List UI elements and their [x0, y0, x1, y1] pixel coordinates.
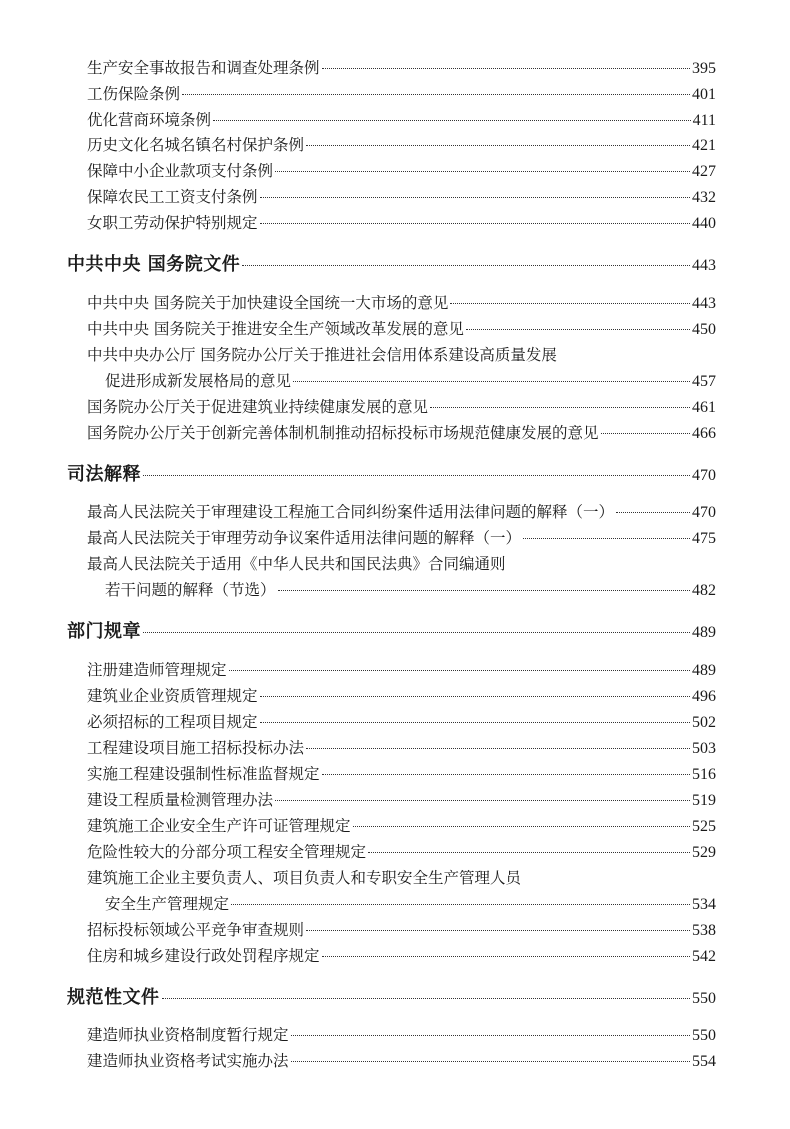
- dot-leader: [260, 223, 690, 224]
- section-heading: [67, 465, 716, 486]
- dot-leader: [291, 1035, 690, 1036]
- dot-leader: [275, 800, 690, 801]
- toc-entry: [87, 187, 716, 208]
- section-heading: [67, 988, 716, 1009]
- page-number: 529: [692, 844, 716, 861]
- entry-title: 最高人民法院关于审理劳动争议案件适用法律问题的解释（一）: [87, 529, 522, 547]
- dot-leader: [616, 512, 690, 513]
- dot-leader: [278, 590, 690, 591]
- entry-title: 住房和城乡建设行政处罚程序规定: [87, 947, 320, 965]
- dot-leader: [213, 120, 691, 121]
- entry-title: 中共中央 国务院关于推进安全生产领域改革发展的意见: [87, 320, 464, 338]
- page-number: 443: [692, 295, 716, 312]
- toc-entry: [105, 371, 716, 392]
- entry-title: 国务院办公厅关于促进建筑业持续健康发展的意见: [87, 398, 429, 416]
- page-number: 482: [692, 582, 716, 599]
- entry-title: 工程建设项目施工招标投标办法: [87, 739, 305, 757]
- page-number: 395: [692, 60, 716, 77]
- toc-entry: [87, 790, 716, 811]
- dot-leader: [260, 722, 690, 723]
- entry-title: 中共中央 国务院关于加快建设全国统一大市场的意见: [87, 294, 449, 312]
- page-number: 550: [692, 990, 716, 1007]
- dot-leader: [162, 998, 691, 999]
- entry-title-line: 最高人民法院关于适用《中华人民共和国民法典》合同编通则: [87, 555, 506, 573]
- toc-entry: [105, 894, 716, 915]
- entry-title: 保障农民工工资支付条例: [87, 188, 258, 206]
- page-number: 466: [692, 425, 716, 442]
- entry-title: 保障中小企业款项支付条例: [87, 162, 274, 180]
- section-title: 部门规章: [67, 621, 141, 642]
- entry-title: 建造师执业资格考试实施办法: [87, 1052, 289, 1070]
- section-heading: [67, 622, 716, 643]
- page-number: 538: [692, 922, 716, 939]
- page-number: 489: [692, 662, 716, 679]
- entry-title-line: 中共中央办公厅 国务院办公厅关于推进社会信用体系建设高质量发展: [87, 346, 557, 364]
- page-number: 470: [692, 504, 716, 521]
- dot-leader: [275, 171, 690, 172]
- page-number: 516: [692, 766, 716, 783]
- page-number: 554: [692, 1053, 716, 1070]
- page-number: 550: [692, 1027, 716, 1044]
- page-number: 450: [692, 321, 716, 338]
- toc-entry: [87, 213, 716, 234]
- toc-entry: [87, 161, 716, 182]
- page-number: 534: [692, 896, 716, 913]
- page-number: 542: [692, 948, 716, 965]
- entry-title: 国务院办公厅关于创新完善体制机制推动招标投标市场规范健康发展的意见: [87, 424, 599, 442]
- dot-leader: [231, 904, 690, 905]
- toc-entry: [105, 580, 716, 601]
- toc-entry: [87, 686, 716, 707]
- entry-title: 生产安全事故报告和调查处理条例: [87, 59, 320, 77]
- dot-leader: [143, 632, 690, 633]
- toc-entry: [87, 135, 716, 156]
- entry-title: 实施工程建设强制性标准监督规定: [87, 765, 320, 783]
- dot-leader: [322, 956, 690, 957]
- page-number: 461: [692, 399, 716, 416]
- page-number: 470: [692, 467, 716, 484]
- toc-entry: [87, 660, 716, 681]
- section-heading: [67, 255, 716, 276]
- dot-leader: [430, 407, 690, 408]
- entry-title: 必须招标的工程项目规定: [87, 713, 258, 731]
- toc-entry: [87, 712, 716, 733]
- entry-title: 女职工劳动保护特别规定: [87, 214, 258, 232]
- entry-title: 促进形成新发展格局的意见: [105, 372, 292, 390]
- entry-title: 注册建造师管理规定: [87, 661, 227, 679]
- dot-leader: [353, 826, 690, 827]
- dot-leader: [523, 538, 690, 539]
- page-number: 475: [692, 530, 716, 547]
- dot-leader: [450, 303, 690, 304]
- section-title: 中共中央 国务院文件: [67, 254, 241, 275]
- dot-leader: [260, 696, 690, 697]
- entry-title: 建设工程质量检测管理办法: [87, 791, 274, 809]
- dot-leader: [260, 197, 690, 198]
- dot-leader: [306, 748, 690, 749]
- toc-entry: [87, 842, 716, 863]
- entry-title: 招标投标领域公平竞争审查规则: [87, 921, 305, 939]
- page-number: 432: [692, 189, 716, 206]
- dot-leader: [143, 475, 690, 476]
- toc-entry: [87, 946, 716, 967]
- toc-entry: [87, 58, 716, 79]
- toc-entry: [87, 293, 716, 314]
- dot-leader: [601, 433, 690, 434]
- entry-title: 安全生产管理规定: [105, 895, 230, 913]
- toc-entry: [87, 738, 716, 759]
- toc-entry: [87, 920, 716, 941]
- page-number: 421: [692, 137, 716, 154]
- toc-entry: [87, 84, 716, 105]
- toc-entry: [87, 423, 716, 444]
- toc-entry: [87, 110, 716, 131]
- page-number: 503: [692, 740, 716, 757]
- toc-entry: [87, 502, 716, 523]
- dot-leader: [182, 94, 690, 95]
- dot-leader: [306, 145, 690, 146]
- entry-title: 历史文化名城名镇名村保护条例: [87, 136, 305, 154]
- entry-title: 最高人民法院关于审理建设工程施工合同纠纷案件适用法律问题的解释（一）: [87, 503, 615, 521]
- page-number: 427: [692, 163, 716, 180]
- entry-title: 工伤保险条例: [87, 85, 181, 103]
- section-title: 司法解释: [67, 464, 141, 485]
- page-number: 457: [692, 373, 716, 390]
- page-number: 401: [692, 86, 716, 103]
- dot-leader: [291, 1061, 690, 1062]
- dot-leader: [368, 852, 690, 853]
- entry-title: 建筑施工企业安全生产许可证管理规定: [87, 817, 351, 835]
- toc-entry: [87, 397, 716, 418]
- page-number: 519: [692, 792, 716, 809]
- toc-entry: [87, 764, 716, 785]
- toc-entry: [87, 1025, 716, 1046]
- page-number: 489: [692, 624, 716, 641]
- page-number: 440: [692, 215, 716, 232]
- section-title: 规范性文件: [67, 987, 160, 1008]
- page-number: 502: [692, 714, 716, 731]
- entry-title-line: 建筑施工企业主要负责人、项目负责人和专职安全生产管理人员: [87, 869, 522, 887]
- entry-title: 建筑业企业资质管理规定: [87, 687, 258, 705]
- dot-leader: [322, 774, 690, 775]
- dot-leader: [466, 329, 690, 330]
- page-number: 411: [692, 112, 716, 129]
- toc-entry: [87, 816, 716, 837]
- page-number: 525: [692, 818, 716, 835]
- entry-title: 危险性较大的分部分项工程安全管理规定: [87, 843, 367, 861]
- dot-leader: [322, 68, 690, 69]
- dot-leader: [229, 670, 690, 671]
- dot-leader: [242, 265, 690, 266]
- entry-title: 优化营商环境条例: [87, 111, 212, 129]
- dot-leader: [306, 930, 690, 931]
- page-number: 496: [692, 688, 716, 705]
- page-number: 443: [692, 257, 716, 274]
- toc-entry: [87, 1051, 716, 1072]
- dot-leader: [293, 381, 690, 382]
- entry-title: 建造师执业资格制度暂行规定: [87, 1026, 289, 1044]
- toc-entry: [87, 319, 716, 340]
- entry-title: 若干问题的解释（节选）: [105, 581, 276, 599]
- toc-entry: [87, 528, 716, 549]
